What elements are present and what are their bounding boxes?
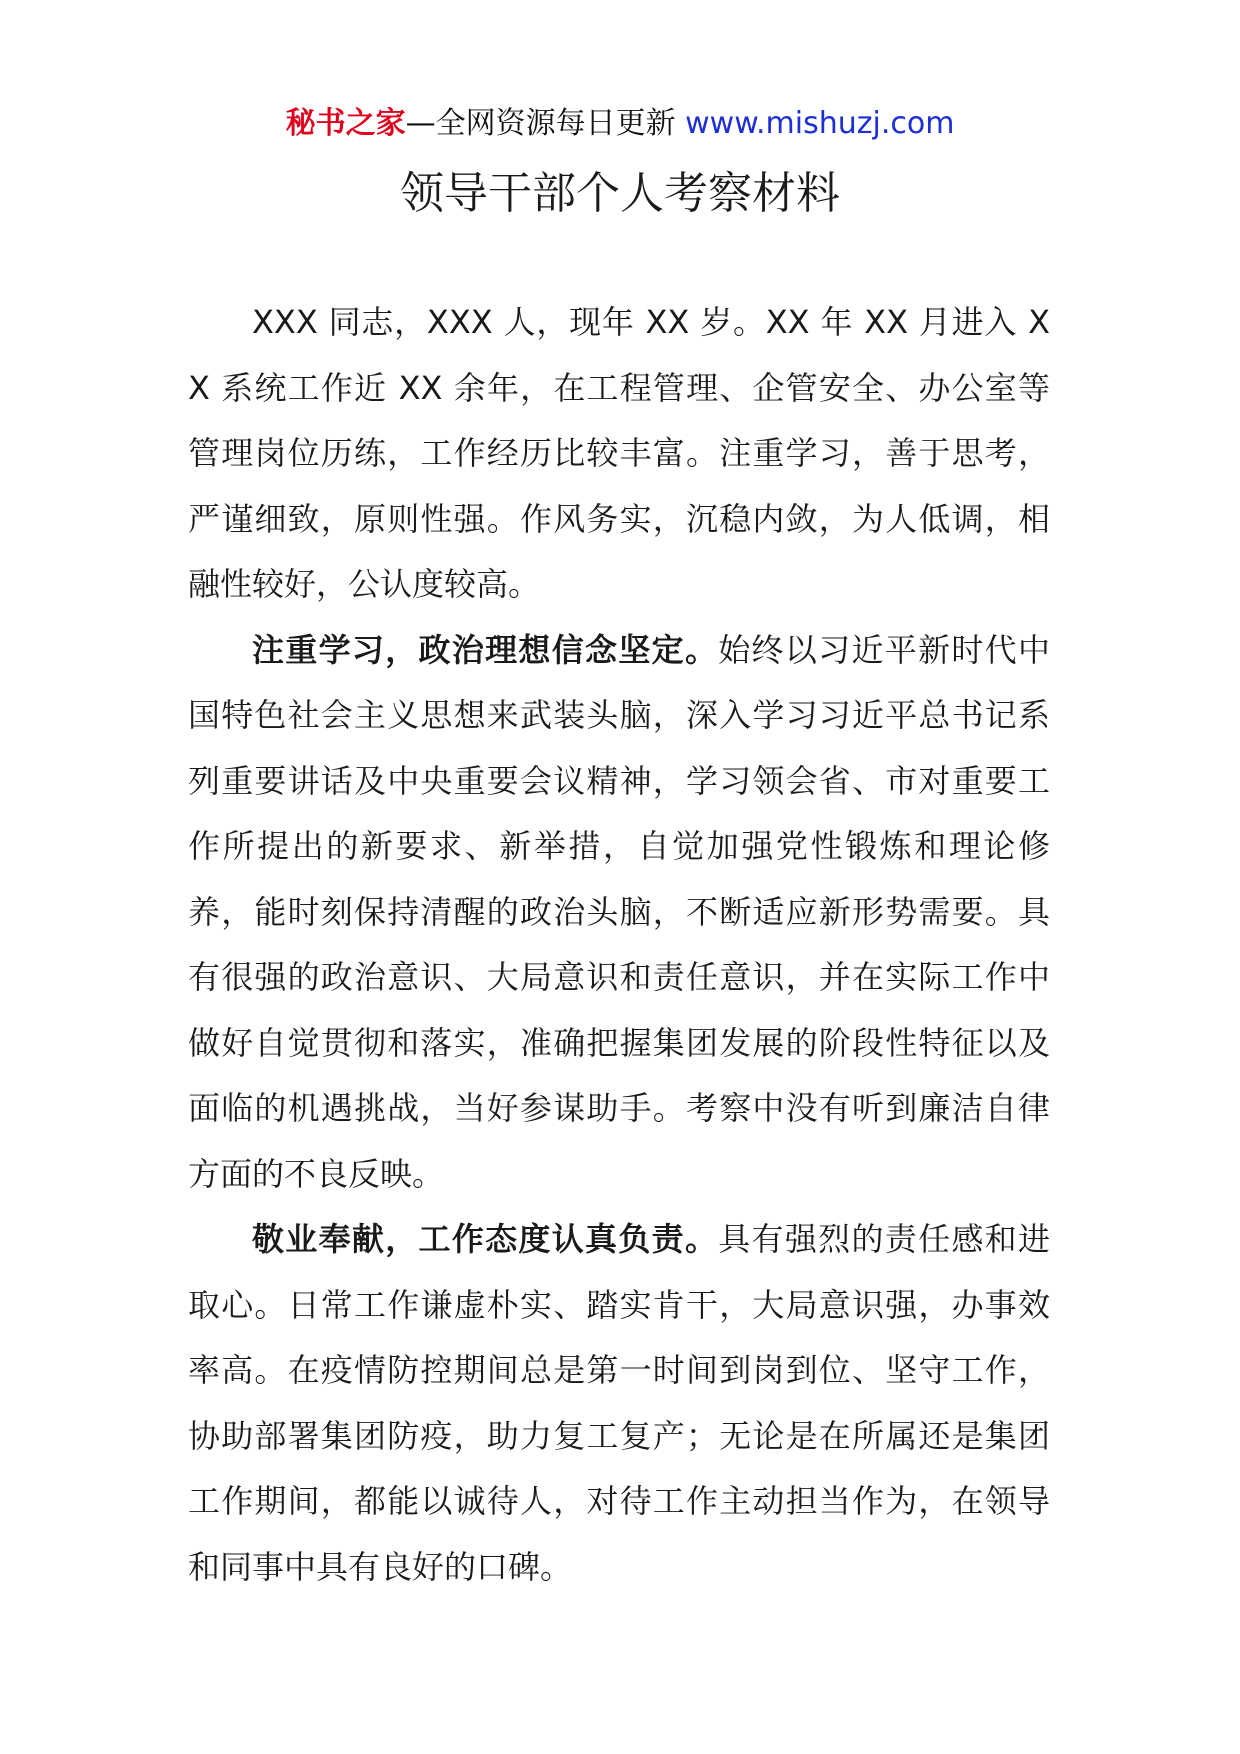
document-body	[188, 290, 1050, 1600]
paragraph-lead: 敬业奉献，工作态度认真负责。	[252, 1220, 719, 1258]
brand-name: 秘书之家	[285, 106, 406, 141]
paragraph-dedication	[188, 1207, 1050, 1600]
header-tagline: —全网资源每日更新	[405, 106, 686, 141]
site-header	[0, 104, 1240, 144]
document-title: 领导干部个人考察材料	[400, 168, 840, 219]
paragraph-text: 始终以习近平新时代中国特色社会主义思想来武装头脑，深入学习习近平总书记系列重要讲话及中央重要会议精神，学习领会省、市对重要工作所提出的新要求、新举措，自觉加强党性锻炼和理论修养，能时刻保持清醒的政治头脑，不断适应新形势需要。具有很强的政治意识、大局意识和责任意识，并在实际工作中做好自觉贯彻和落实，准确把握集团发展的阶段性特征以及面临的机遇挑战，当好参谋助手。考察中没有听到廉洁自律方面的不良反映。	[188, 630, 1050, 1193]
paragraph-study	[188, 618, 1050, 1208]
paragraph-intro	[188, 290, 1050, 618]
website-link[interactable]: www.mishuzj.com	[685, 106, 955, 141]
paragraph-lead: 注重学习，政治理想信念坚定。	[252, 630, 719, 669]
paragraph-text: 具有强烈的责任感和进取心。日常工作谦虚朴实、踏实肯干，大局意识强，办事效率高。在疫情防控期间总是第一时间到岗到位、坚守工作，协助部署集团防疫，助力复工复产；无论是在所属还是集团工作期间，都能以诚待人，对待工作主动担当作为，在领导和同事中具有良好的口碑。	[188, 1220, 1050, 1586]
paragraph-text: XXX 同志，XXX 人，现年 XX 岁。XX 年 XX 月进入 XX 系统工作近 XX 余年，在工程管理、企管安全、办公室等管理岗位历练，工作经历比较丰富。注重学习，善于思考，严谨细致，原则性强。作风务实，沉稳内敛，为人低调，相融性较好，公认度较高。	[188, 303, 1050, 603]
